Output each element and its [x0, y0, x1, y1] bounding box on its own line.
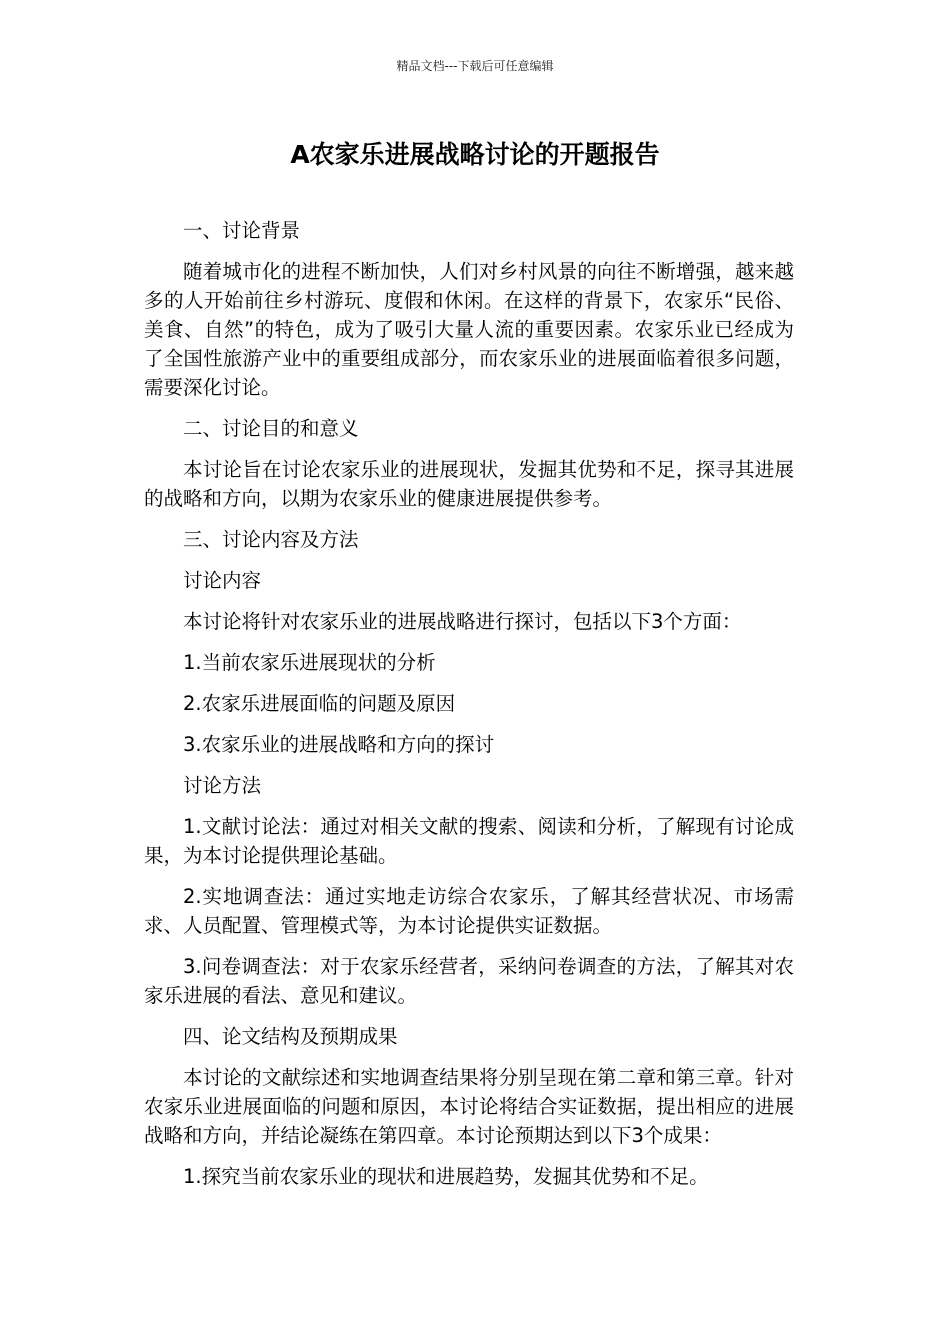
section-heading-purpose: 二、讨论目的和意义	[183, 417, 359, 440]
document-body	[144, 216, 794, 1203]
paragraph-background: 随着城市化的进程不断加快，人们对乡村风景的向往不断增强，越来越多的人开始前往乡村游玩、度假和休闲。在这样的背景下，农家乐“民俗、美食、自然”的特色，成为了吸引大量人流的重要因素。农家乐业已经成为了全国性旅游产业中的重要组成部分，而农家乐业的进展面临着很多问题，需要深化讨论。	[144, 260, 794, 399]
list-item-content-1: 1.当前农家乐进展现状的分析	[183, 651, 436, 674]
list-item-method-3: 3.问卷调查法：对于农家乐经营者，采纳问卷调查的方法，了解其对农家乐进展的看法、意见和建议。	[144, 955, 794, 1007]
list-item-content-2: 2.农家乐进展面临的问题及原因	[183, 692, 456, 715]
list-item-result-1: 1.探究当前农家乐业的现状和进展趋势，发掘其优势和不足。	[183, 1165, 709, 1188]
paragraph-purpose: 本讨论旨在讨论农家乐业的进展现状，发掘其优势和不足，探寻其进展的战略和方向，以期为农家乐业的健康进展提供参考。	[144, 458, 794, 510]
document-title: A农家乐进展战略讨论的开题报告	[290, 140, 660, 169]
section-heading-content-method: 三、讨论内容及方法	[183, 528, 359, 551]
list-item-method-2: 2.实地调查法：通过实地走访综合农家乐，了解其经营状况、市场需求、人员配置、管理模式等，为本讨论提供实证数据。	[144, 885, 794, 937]
page-header: 精品文档---下载后可任意编辑	[396, 59, 554, 73]
section-heading-structure: 四、论文结构及预期成果	[183, 1025, 398, 1048]
paragraph-structure: 本讨论的文献综述和实地调查结果将分别呈现在第二章和第三章。针对农家乐业进展面临的问题和原因，本讨论将结合实证数据，提出相应的进展战略和方向，并结论凝练在第四章。本讨论预期达到以下3个成果：	[144, 1066, 794, 1147]
list-item-method-1: 1.文献讨论法：通过对相关文献的搜索、阅读和分析，了解现有讨论成果，为本讨论提供理论基础。	[144, 815, 794, 867]
subheading-method: 讨论方法	[183, 774, 262, 797]
section-heading-background: 一、讨论背景	[183, 219, 301, 242]
list-item-content-3: 3.农家乐业的进展战略和方向的探讨	[183, 733, 495, 756]
subheading-content: 讨论内容	[183, 569, 262, 592]
paragraph-content-intro: 本讨论将针对农家乐业的进展战略进行探讨，包括以下3个方面：	[183, 610, 742, 633]
